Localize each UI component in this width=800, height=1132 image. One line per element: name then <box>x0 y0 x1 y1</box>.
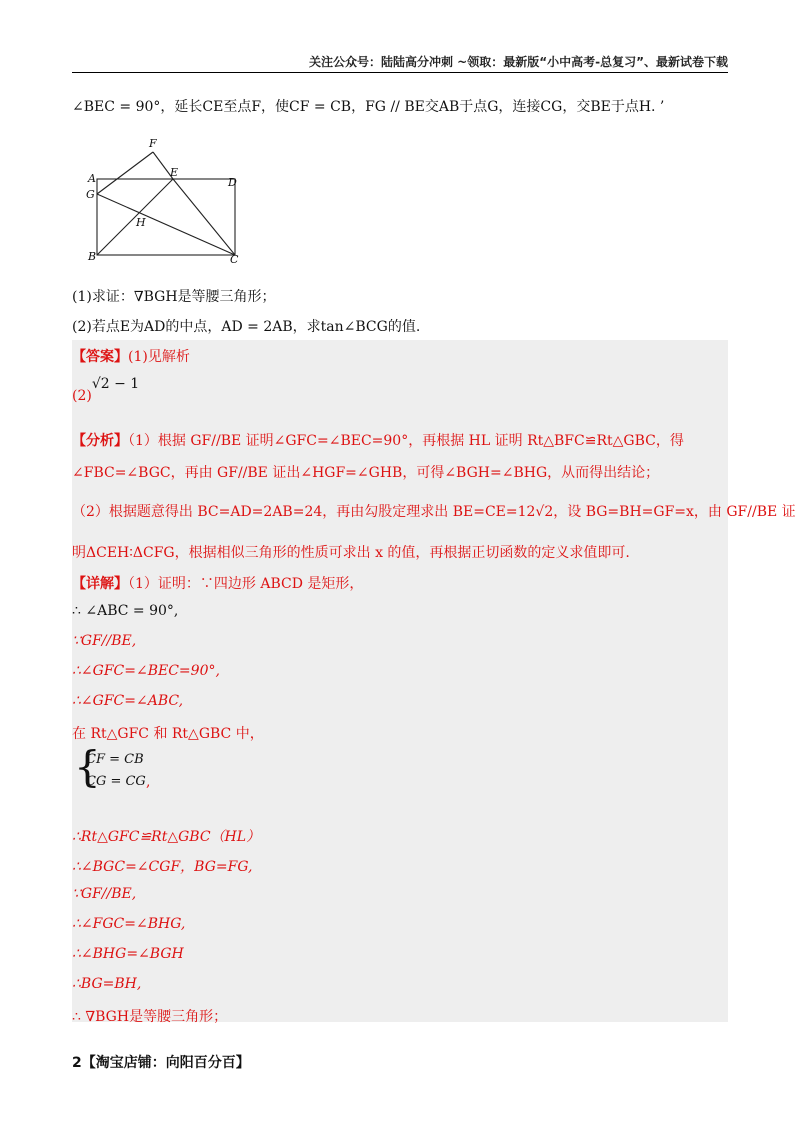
answer-line-1 <box>72 346 190 366</box>
detail-line-4: ∴∠GFC=∠BEC=90°, <box>72 663 220 679</box>
segment-ce <box>173 179 235 255</box>
detail-line-12: ∴BG=BH, <box>72 976 142 992</box>
detail-line-7: ∴Rt△GFC≌Rt△GBC（HL） <box>72 829 261 845</box>
question-1: (1)求证：∇BGH是等腰三角形； <box>72 289 276 305</box>
detail-line-10: ∴∠FGC=∠BHG, <box>72 916 186 932</box>
detail-line-11: ∴∠BHG=∠BGH <box>72 946 184 962</box>
detail-line-5: ∴∠GFC=∠ABC, <box>72 693 184 709</box>
analysis-tag: 【分析】 <box>72 433 128 449</box>
label-f: F <box>149 137 157 150</box>
segment-fg <box>97 152 153 194</box>
label-b: B <box>88 250 97 263</box>
rectangle-abcd <box>97 179 235 255</box>
answer-line-2 <box>72 376 140 404</box>
analysis-line-2: ∠FBC=∠BGC，再由 GF//BE 证出∠HGF=∠GHB，可得∠BGH=∠BHG，从而得出结论； <box>72 465 660 481</box>
label-d: D <box>228 176 237 189</box>
analysis-line-4: 明ΔCEH∶ΔCFG，根据相似三角形的性质可求出 x 的值，再根据正切函数的定义求值即可. <box>72 545 630 561</box>
label-c: C <box>230 253 239 266</box>
detail-line-6: 在 Rt△GFC 和 Rt△GBC 中， <box>72 726 264 742</box>
detail-text-1: （1）证明：∵四边形 ABCD 是矩形， <box>128 576 364 592</box>
page-footer: 2【淘宝店铺：向阳百分百】 <box>72 1055 250 1071</box>
system-brace: { <box>74 742 101 791</box>
label-e: E <box>170 166 179 179</box>
geometry-diagram <box>80 132 250 267</box>
detail-line-1 <box>72 573 363 593</box>
detail-line-9: ∵GF//BE, <box>72 886 137 902</box>
label-a: A <box>88 172 96 185</box>
answer-part1: (1)见解析 <box>128 349 190 365</box>
segment-be <box>97 179 173 255</box>
system-eq-2: CG = CG <box>86 774 146 789</box>
problem-condition: ∠BEC = 90°，延长CE至点F，使CF = CB，FG // BE交AB于点G，连接CG，交BE于点H. ’ <box>72 99 665 115</box>
detail-tag: 【详解】 <box>72 576 128 592</box>
geometry-figure <box>80 132 250 267</box>
analysis-line-1 <box>72 430 684 450</box>
system-eq-1: CF = CB <box>86 752 144 767</box>
header-rule <box>72 72 728 73</box>
analysis-line-3: （2）根据题意得出 BC=AD=2AB=24，再由勾股定理求出 BE=CE=12√2，设 BG=BH=GF=x，由 GF//BE 证 <box>72 504 796 520</box>
answer-part2-prefix: (2) <box>72 388 92 404</box>
analysis-text-1: （1）根据 GF//BE 证明∠GFC=∠BEC=90°，再根据 HL 证明 Rt△BFC≌Rt△GBC，得 <box>128 433 684 449</box>
label-h: H <box>136 216 146 229</box>
answer-tag: 【答案】 <box>72 349 128 365</box>
question-2: (2)若点E为AD的中点，AD = 2AB，求tan∠BCG的值. <box>72 319 421 335</box>
page-header: 关注公众号：陆陆高分冲刺 ~领取：最新版“小中高考-总复习”、最新试卷下载 <box>309 55 728 69</box>
system-comma: , <box>146 774 151 790</box>
segment-gc <box>97 194 235 255</box>
detail-line-8: ∴∠BGC=∠CGF，BG=FG, <box>72 859 253 875</box>
answer-part2-value: √2 − 1 <box>91 376 140 392</box>
detail-line-3: ∵GF//BE, <box>72 633 137 649</box>
detail-line-2: ∴ ∠ABC = 90°, <box>72 603 179 619</box>
detail-line-13: ∴ ∇BGH是等腰三角形； <box>72 1009 228 1025</box>
label-g: G <box>86 188 95 201</box>
